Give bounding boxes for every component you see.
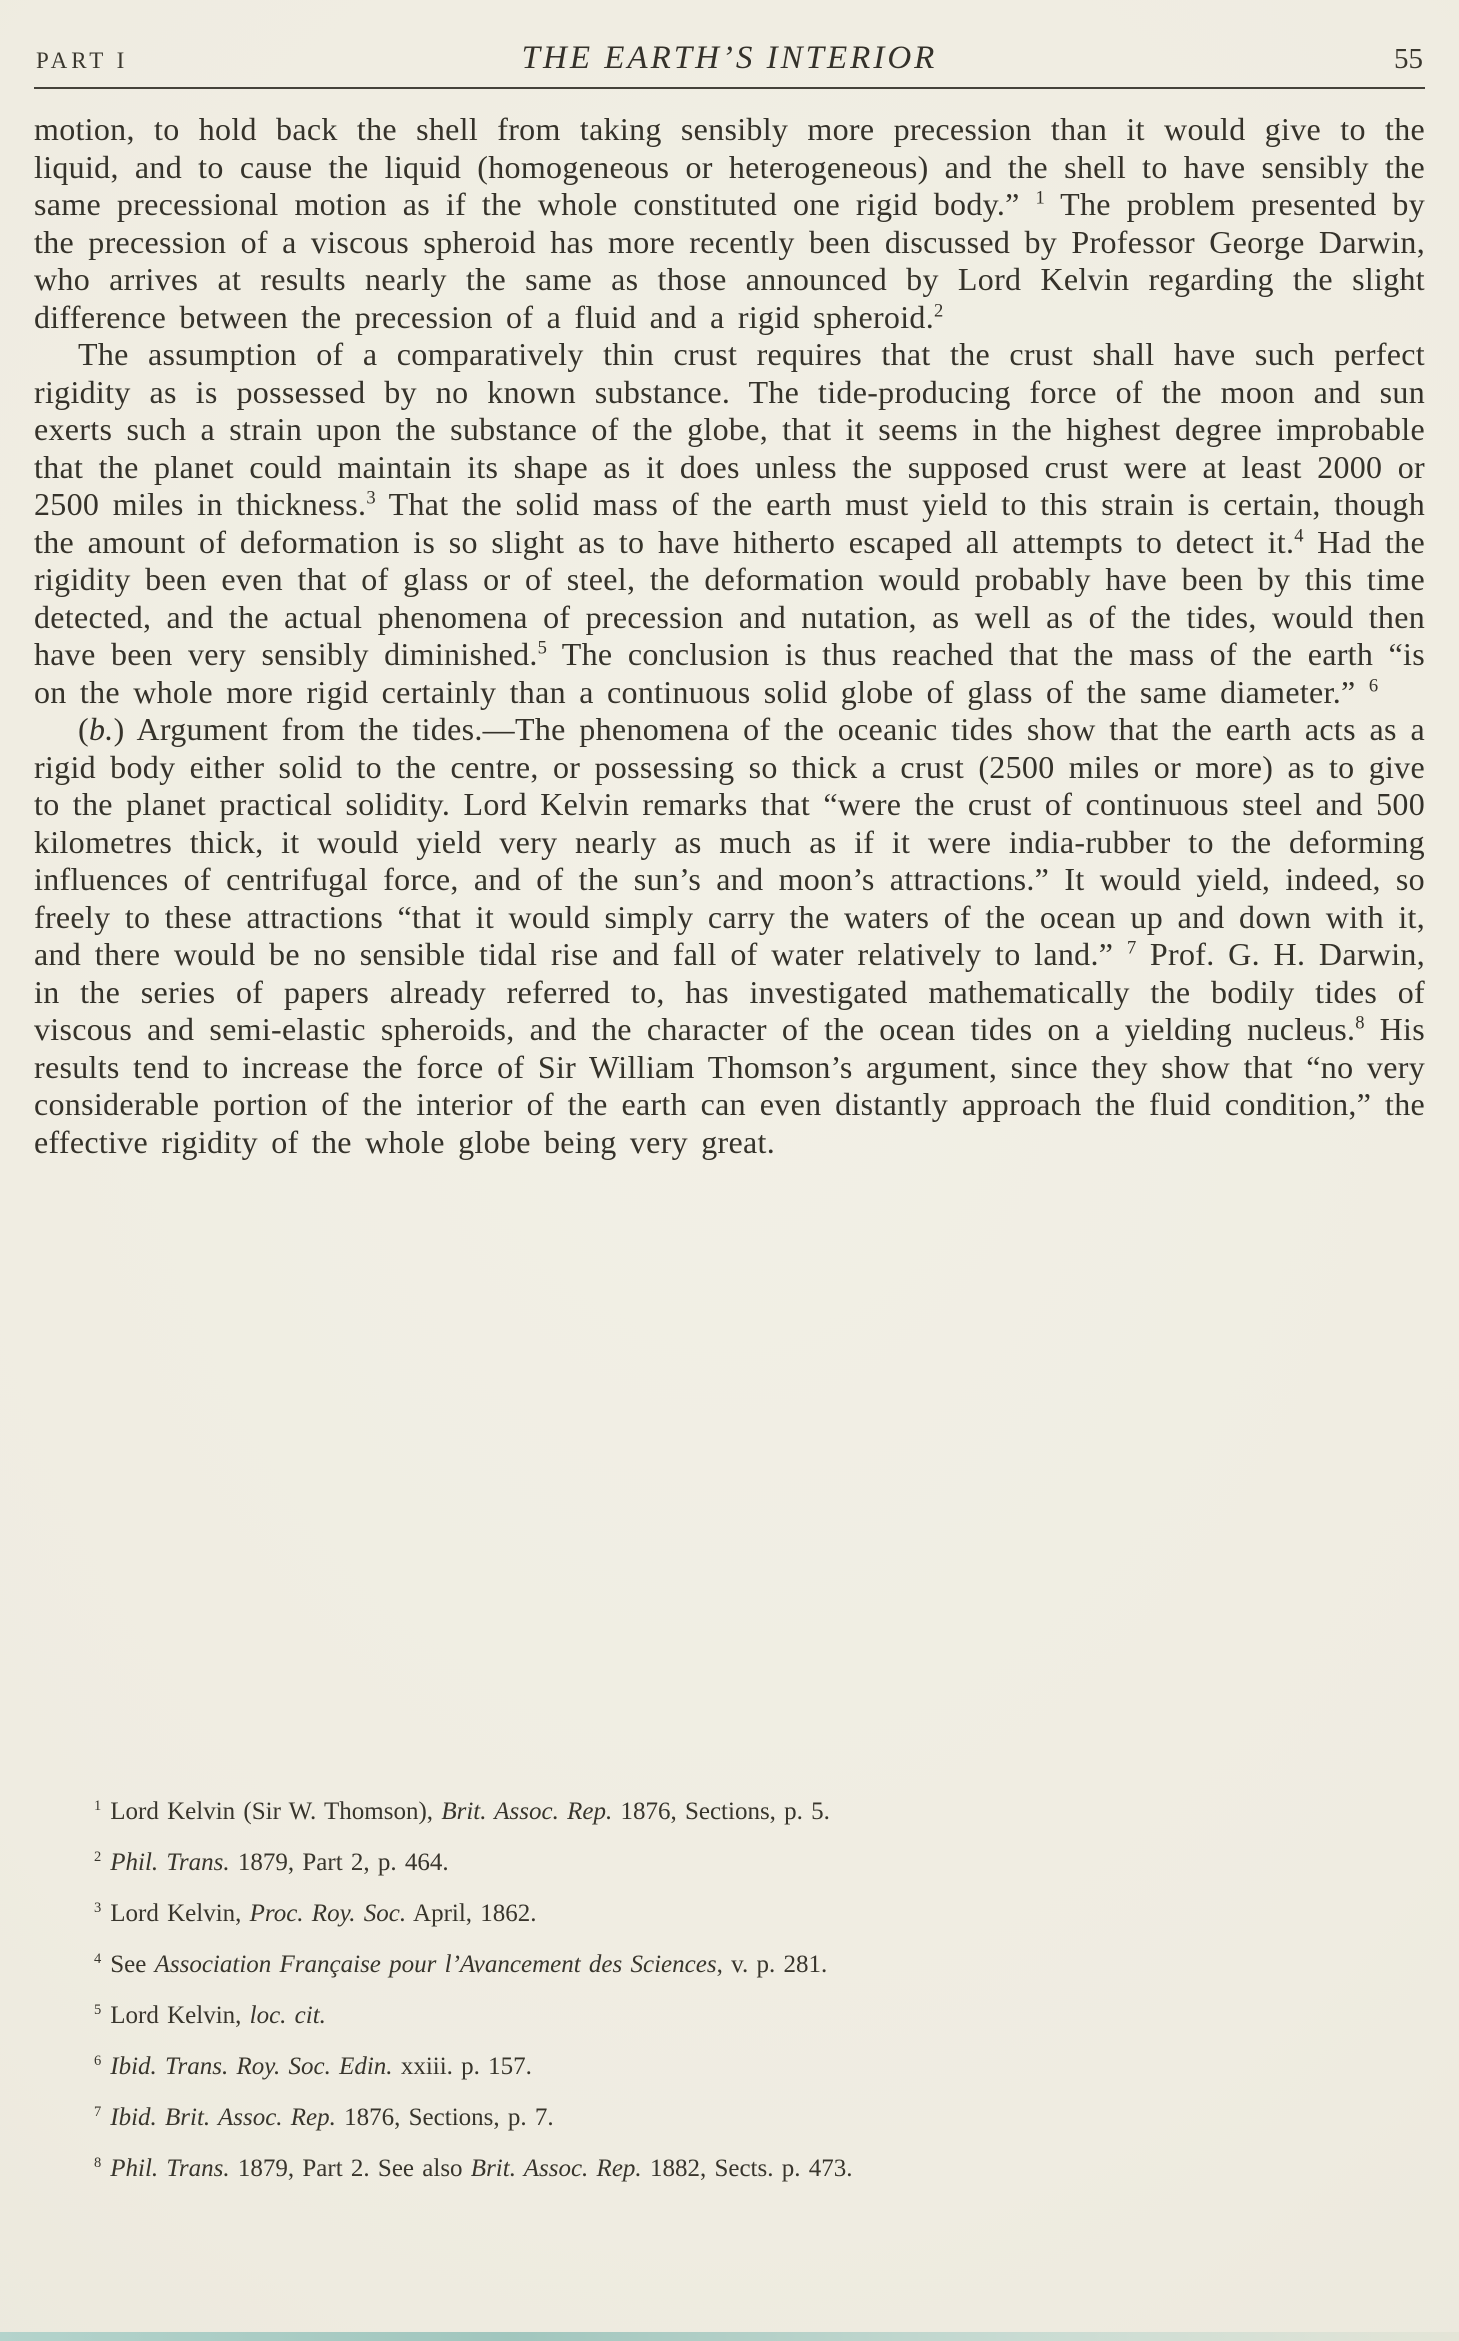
text-run: , v. p. 281. — [716, 1951, 828, 1978]
text-run: motion, to hold back the shell from taking sensibly more precession than it would give to the liquid, and to cause the liquid (homogeneous or heterogeneous) and the shell to have sensibly the same precessional motion as if the whole constituted one rigid body.” — [34, 111, 1425, 222]
text-run: Prof. G. H. Darwin, in the series of papers already referred to, has investigated mathematically the bodily tides of viscous and semi-elastic spheroids, and the character of the ocean tides on a yielding nucleus. — [34, 936, 1425, 1047]
paragraph — [34, 111, 1425, 336]
part-label: PART I — [36, 48, 129, 73]
footnote-ref: 3 — [94, 1899, 102, 1916]
paragraph — [34, 336, 1425, 711]
footnote-ref: 1 — [1035, 187, 1045, 209]
text-run: Lord Kelvin, — [110, 2002, 250, 2029]
text-run: That the solid mass of the earth must yield to this strain is certain, though the amount of deformation is so slight as to have hitherto escaped all attempts to detect it. — [34, 486, 1425, 560]
footnote-ref: 7 — [1126, 937, 1137, 959]
text-run: Lord Kelvin (Sir W. Thomson), — [110, 1798, 442, 1825]
text-run: 1876, Sections, p. 7. — [335, 2104, 554, 2131]
text-run: Ibid. Brit. Assoc. Rep. — [110, 2104, 336, 2131]
footnote — [94, 2092, 1425, 2143]
text-run: Had the rigidity been even that of glass or of steel, the deformation would probably have been by this time detected, and the actual phenomena of precession and nutation, as well as of the tides, would then have been very sensibly diminished. — [34, 523, 1425, 672]
text-run: loc. cit. — [249, 2002, 326, 2029]
running-title: THE EARTH’S INTERIOR — [521, 40, 938, 76]
text-run: 1879, Part 2. See also — [229, 2155, 471, 2182]
footnote — [94, 1939, 1425, 1990]
footnote-ref: 5 — [94, 2001, 102, 2018]
footnote-ref: 8 — [1355, 1012, 1365, 1034]
footnote — [94, 1990, 1425, 2041]
footnote-ref: 2 — [94, 1848, 102, 1865]
text-run: The assumption of a comparatively thin crust requires that the crust shall have such perfect rigidity as is possessed by no known substance. The tide-producing force of the moon and sun exerts such a strain upon the substance of the globe, that it seems in the highest degree improbable that the planet could maintain its shape as it does unless the supposed crust were at least 2000 or 2500 miles in thickness. — [34, 336, 1425, 522]
text-run: 1876, Sections, p. 5. — [612, 1798, 830, 1825]
footnote-section — [34, 1786, 1425, 2194]
footnote-ref: 7 — [94, 2103, 102, 2120]
text-run: ( — [78, 711, 89, 747]
text-run: Brit. Assoc. Rep. — [441, 1798, 613, 1825]
footnote-ref: 4 — [1294, 524, 1304, 546]
text-run: b. — [88, 711, 114, 747]
text-run: April, 1862. — [406, 1900, 537, 1927]
footnote-ref: 2 — [934, 299, 944, 321]
body-text — [0, 89, 1459, 1161]
text-run: 1882, Sects. p. 473. — [641, 2155, 853, 2182]
footnote-ref: 8 — [94, 2154, 102, 2171]
scan-edge-artifact — [0, 2332, 1459, 2341]
footnote — [94, 1837, 1425, 1888]
paragraph — [34, 711, 1425, 1161]
footnote — [94, 2143, 1425, 2194]
page-header — [0, 0, 1459, 77]
footnote-ref: 1 — [94, 1797, 102, 1814]
footnote — [94, 1888, 1425, 1939]
footnote-ref: 6 — [94, 2052, 102, 2069]
text-run: Ibid. Trans. Roy. Soc. Edin. — [110, 2053, 393, 2080]
text-run: 1879, Part 2, p. 464. — [229, 1849, 449, 1876]
footnote-ref: 4 — [94, 1950, 102, 1967]
footnote-ref: 5 — [537, 637, 547, 659]
footnote — [94, 2041, 1425, 2092]
text-run: See — [110, 1951, 155, 1978]
text-run: ) Argument from the tides.—The phenomena of the oceanic tides show that the earth acts as a rigid body either solid to the centre, or possessing so thick a crust (2500 miles or more) as to give to the planet practical solidity. Lord Kelvin remarks that “were the crust of continuous steel and 500 kilometres thick, it would yield very nearly as much as if it were india-rubber to the deforming influences of centrifugal force, and of the sun’s and moon’s attractions.” It would yield, indeed, so freely to these attractions “that it would simply carry the waters of the ocean up and down with it, and there would be no sensible tidal rise and fall of water relatively to land.” — [34, 711, 1425, 972]
text-run: The conclusion is thus reached that the mass of the earth “is on the whole more rigid certainly than a continuous solid globe of glass of the same diameter.” — [34, 636, 1425, 710]
text-run: Lord Kelvin, — [110, 1900, 250, 1927]
footnote-ref: 3 — [366, 487, 376, 509]
text-run: Proc. Roy. Soc. — [249, 1900, 407, 1927]
text-run: xxiii. p. 157. — [392, 2053, 532, 2080]
text-run: Brit. Assoc. Rep. — [470, 2155, 642, 2182]
text-run: Phil. Trans. — [110, 2155, 230, 2182]
text-run: Association Française pour l’Avancement des Sciences — [154, 1951, 717, 1978]
text-run: Phil. Trans. — [110, 1849, 230, 1876]
page-number: 55 — [1394, 43, 1423, 75]
text-run: His results tend to increase the force of Sir William Thomson’s argument, since they show that “no very considerable portion of the interior of the earth can even distantly approach the fluid condition,” the effective rigidity of the whole globe being very great. — [34, 1011, 1425, 1160]
text-run: The problem presented by the precession of a viscous spheroid has more recently been discussed by Professor George Darwin, who arrives at results nearly the same as those announced by Lord Kelvin regarding the slight difference between the precession of a fluid and a rigid spheroid. — [34, 186, 1426, 335]
footnote — [94, 1786, 1425, 1837]
footnote-ref: 6 — [1368, 674, 1379, 696]
